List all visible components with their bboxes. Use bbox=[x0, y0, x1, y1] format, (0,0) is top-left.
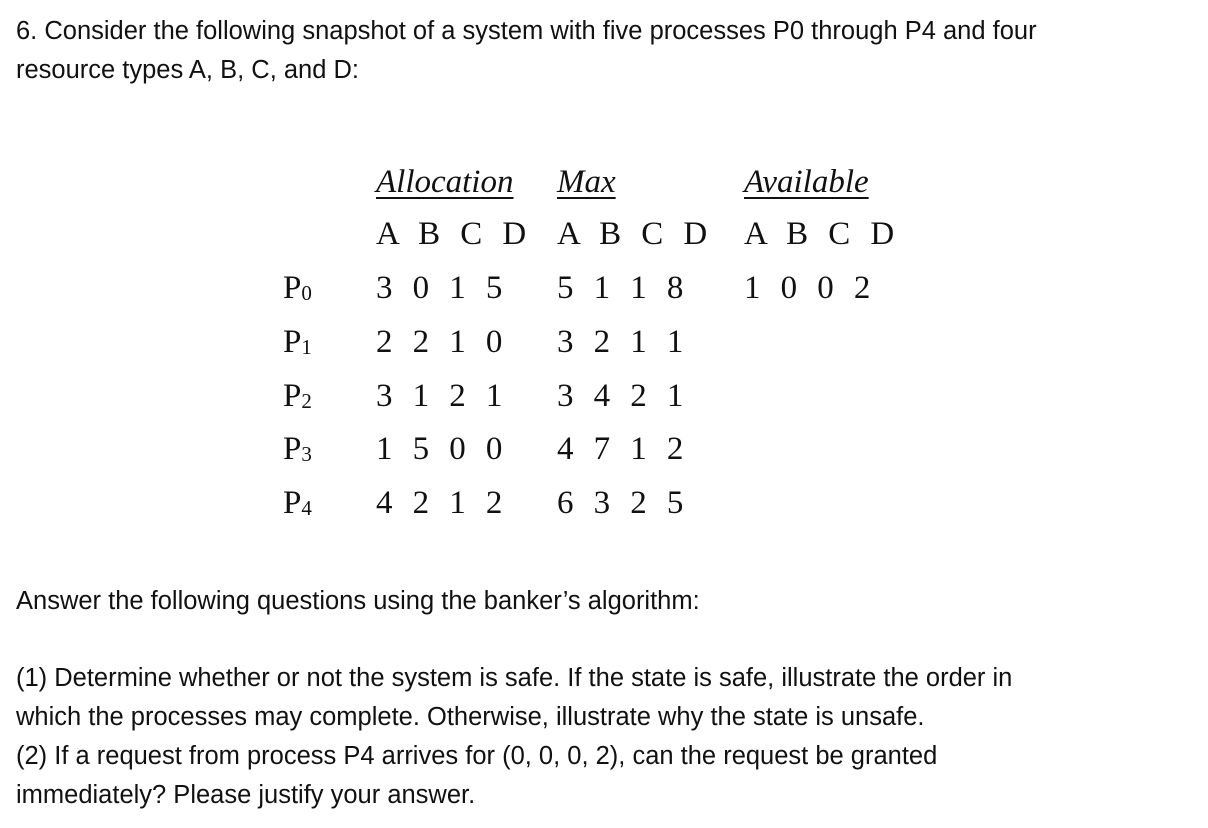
process-label: $P_2$ bbox=[283, 378, 312, 414]
max-values: 5 1 1 8 bbox=[557, 270, 690, 306]
question-line: immediately? Please justify your answer. bbox=[16, 781, 476, 809]
max-values: 3 2 1 1 bbox=[557, 324, 690, 360]
available-header: Available bbox=[744, 164, 869, 200]
max-values: 3 4 2 1 bbox=[557, 378, 690, 414]
question-intro bbox=[16, 12, 1196, 90]
allocation-columns: A B C D bbox=[376, 216, 533, 252]
allocation-header: Allocation bbox=[376, 164, 514, 200]
question-line: (1) Determine whether or not the system is safe. If the state is safe, illustrate the order in bbox=[16, 664, 1013, 692]
allocation-values: 2 2 1 0 bbox=[376, 324, 509, 360]
question-line: which the processes may complete. Otherwise, illustrate why the state is unsafe. bbox=[16, 703, 925, 731]
max-header: Max bbox=[557, 164, 616, 200]
max-columns: A B C D bbox=[557, 216, 714, 252]
question-line: (2) If a request from process P4 arrives for (0, 0, 0, 2), can the request be granted bbox=[16, 742, 938, 770]
allocation-values: 3 1 2 1 bbox=[376, 378, 509, 414]
process-label: $P_3$ bbox=[283, 431, 312, 467]
answer-prompt: Answer the following questions using the banker’s algorithm: bbox=[16, 587, 700, 615]
allocation-values: 3 0 1 5 bbox=[376, 270, 509, 306]
available-columns: A B C D bbox=[744, 216, 901, 252]
available-values: 1 0 0 2 bbox=[744, 270, 877, 306]
max-values: 6 3 2 5 bbox=[557, 485, 690, 521]
process-label: $P_1$ bbox=[283, 324, 312, 360]
intro-line: resource types A, B, C, and D: bbox=[16, 56, 359, 84]
allocation-values: 1 5 0 0 bbox=[376, 431, 509, 467]
process-label: $P_0$ bbox=[283, 270, 312, 306]
process-label: $P_4$ bbox=[283, 485, 312, 521]
allocation-values: 4 2 1 2 bbox=[376, 485, 509, 521]
question-list bbox=[16, 659, 1196, 815]
intro-line: 6. Consider the following snapshot of a system with five processes P0 through P4 and four bbox=[16, 17, 1037, 45]
max-values: 4 7 1 2 bbox=[557, 431, 690, 467]
